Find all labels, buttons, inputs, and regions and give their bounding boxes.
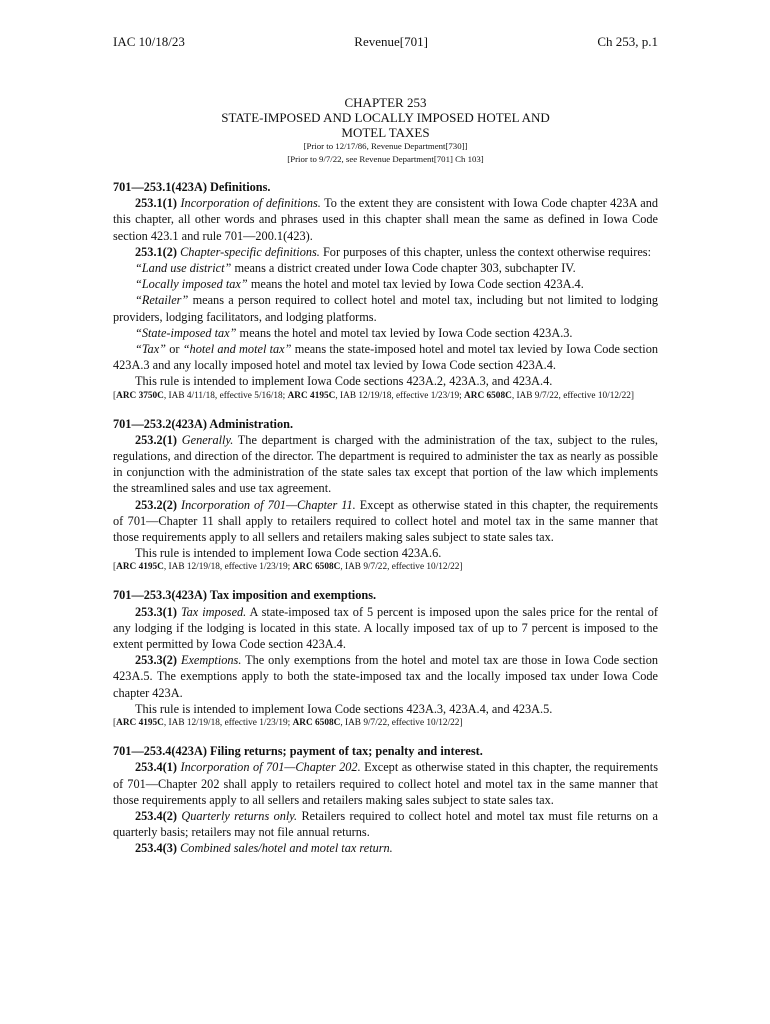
source-note: [113, 717, 658, 729]
definition: [113, 341, 658, 373]
source-text: , IAB 9/7/22, effective 10/12/22]: [340, 718, 463, 729]
source-text: , IAB 12/19/18, effective 1/23/19;: [335, 390, 465, 401]
subrule-title: Combined sales/hotel and motel tax return.: [180, 841, 393, 856]
subrule-paragraph: [113, 244, 658, 260]
subrule-text: Retailers required to collect hotel and motel tax must file returns on a quarterly basis; retailers may not file annual returns.: [113, 808, 658, 840]
definition-text: means the hotel and motel tax levied by Iowa Code section 423A.4.: [250, 277, 584, 292]
implement-note: This rule is intended to implement Iowa Code section 423A.6.: [135, 546, 442, 561]
definition: [113, 292, 658, 324]
subrule-title: Incorporation of 701—Chapter 11.: [181, 497, 356, 512]
subrule-title: Quarterly returns only.: [181, 808, 298, 823]
subrule-text: Except as otherwise stated in this chapter, the requirements of 701—Chapter 202 shall apply to retailers required to collect hotel and motel tax in the same manner that those requirements apply to all sellers and retailers making sales subject to state sales tax.: [113, 760, 658, 807]
subrule-paragraph: [113, 840, 658, 856]
subrule-number: 253.4(1): [135, 760, 178, 775]
header-center: Revenue[701]: [354, 34, 428, 49]
implement-note: This rule is intended to implement Iowa Code sections 423A.3, 423A.4, and 423A.5.: [135, 701, 553, 716]
source-text: , IAB 9/7/22, effective 10/12/22]: [511, 390, 635, 401]
subrule-number: 253.2(1): [135, 432, 178, 447]
arc-number: ARC 4195C: [116, 562, 164, 573]
rule-heading: 701—253.4(423A) Filing returns; payment of tax; penalty and interest.: [113, 744, 483, 759]
subrule-number: 253.1(1): [135, 196, 178, 211]
source-bracket: [: [113, 718, 117, 729]
header-right: Ch 253, p.1: [597, 34, 658, 49]
subrule-paragraph: [113, 759, 658, 808]
defined-term: “Retailer”: [135, 293, 189, 308]
subrule-paragraph: [113, 195, 658, 244]
subrule-text: To the extent they are consistent with Iowa Code chapter 423A and this chapter, all other words and phrases used in this chapter shall mean the same as defined in Iowa Code section 423.1 and rule 701—200.1(423).: [113, 196, 659, 243]
defined-term: “hotel and motel tax”: [182, 342, 292, 357]
definition: [113, 260, 658, 276]
definition-text: means the state-imposed hotel and motel tax levied by Iowa Code section 423A.3 and any locally imposed hotel and motel tax levied by Iowa Code section 423A.4.: [113, 342, 659, 373]
arc-number: ARC 6508C: [292, 562, 341, 573]
page-header: [113, 34, 658, 50]
implement-note: This rule is intended to implement Iowa Code sections 423A.2, 423A.3, and 423A.4.: [135, 374, 553, 389]
subrule-text: Except as otherwise stated in this chapter, the requirements of 701—Chapter 11 shall apply to retailers required to collect hotel and motel tax in the same manner that those requirements apply to all sellers and retailers making sales subject to state sales tax.: [113, 497, 659, 545]
source-bracket: [: [113, 390, 117, 401]
arc-number: ARC 6508C: [464, 390, 512, 401]
subrule-title: Incorporation of definitions.: [180, 196, 321, 211]
source-note: [113, 561, 658, 573]
chapter-heading: [113, 95, 658, 166]
source-bracket: [: [113, 562, 117, 573]
subrule-paragraph: [113, 604, 658, 653]
subrule-title: Tax imposed.: [180, 604, 247, 619]
subrule-paragraph: [113, 808, 658, 840]
subrule-text: The only exemptions from the hotel and motel tax are those in Iowa Code section 423A.5. The exemptions apply to both the state-imposed tax and the locally imposed tax under Iowa Code chapter 423A.: [113, 653, 658, 700]
arc-number: ARC 6508C: [292, 718, 341, 729]
arc-number: ARC 4195C: [287, 390, 336, 401]
chapter-title: STATE-IMPOSED AND LOCALLY IMPOSED HOTEL AND MOTEL TAXES: [221, 110, 550, 140]
chapter-number: CHAPTER 253: [344, 95, 427, 110]
source-text: , IAB 12/19/18, effective 1/23/19;: [163, 718, 293, 729]
subrule-paragraph: [113, 432, 658, 497]
subrule-paragraph: [113, 497, 658, 546]
definition: [113, 276, 658, 292]
subrule-text: For purposes of this chapter, unless the context otherwise requires:: [322, 244, 651, 259]
source-text: , IAB 9/7/22, effective 10/12/22]: [340, 562, 463, 573]
arc-number: ARC 3750C: [116, 390, 164, 401]
source-text: , IAB 4/11/18, effective 5/16/18;: [163, 390, 288, 401]
subrule-number: 253.2(2): [135, 497, 178, 512]
chapter-prior-note: [Prior to 9/7/22, see Revenue Department[701] Ch 103]: [287, 154, 484, 164]
source-note: [113, 390, 658, 402]
subrule-paragraph: [113, 652, 658, 701]
subrule-text: A state-imposed tax of 5 percent is imposed upon the sales price for the rental of any lodging if the lodging is located in this state. A locally imposed tax of up to 7 percent is imposed to the extent permitted by Iowa Code section 423A.4.: [113, 604, 659, 652]
rule-heading: 701—253.1(423A) Definitions.: [113, 180, 271, 194]
subrule-title: Incorporation of 701—Chapter 202.: [180, 760, 361, 775]
defined-term: “Land use district”: [135, 261, 232, 276]
subrule-number: 253.4(3): [135, 841, 178, 856]
subrule-number: 253.1(2): [135, 244, 178, 259]
subrule-title: Generally.: [181, 432, 234, 447]
definition-text: means a person required to collect hotel and motel tax, including but not limited to lodging providers, lodging facilitators, and lodging platforms.: [113, 293, 658, 324]
subrule-text: The department is charged with the administration of the tax, subject to the rules, regulations, and direction of the director. The department is required to administer the tax as nearly as possible in conjunction with the administration of the state sales tax except that portion of the law which implements the streamlined sales and use tax agreement.: [113, 432, 658, 496]
rule-heading: 701—253.2(423A) Administration.: [113, 416, 294, 431]
defined-term: “Tax”: [135, 342, 166, 357]
subrule-number: 253.3(1): [135, 604, 178, 619]
definition-text: means the hotel and motel tax levied by Iowa Code section 423A.3.: [239, 325, 573, 340]
definition-text: means a district created under Iowa Code chapter 303, subchapter IV.: [234, 261, 576, 276]
defined-term: “State-imposed tax”: [135, 325, 237, 340]
subrule-number: 253.4(2): [135, 808, 178, 823]
definition-connector: or: [169, 342, 180, 357]
rule-heading: 701—253.3(423A) Tax imposition and exemptions.: [113, 588, 377, 603]
definition: [113, 325, 658, 341]
chapter-prior-note: [Prior to 12/17/86, Revenue Department[730]]: [303, 141, 468, 151]
subrule-title: Exemptions.: [180, 653, 242, 668]
header-left: IAC 10/18/23: [113, 34, 185, 49]
arc-number: ARC 4195C: [116, 718, 164, 729]
subrule-title: Chapter-specific definitions.: [180, 244, 320, 259]
subrule-number: 253.3(2): [135, 653, 178, 668]
defined-term: “Locally imposed tax”: [135, 277, 248, 292]
source-text: , IAB 12/19/18, effective 1/23/19;: [163, 562, 293, 573]
